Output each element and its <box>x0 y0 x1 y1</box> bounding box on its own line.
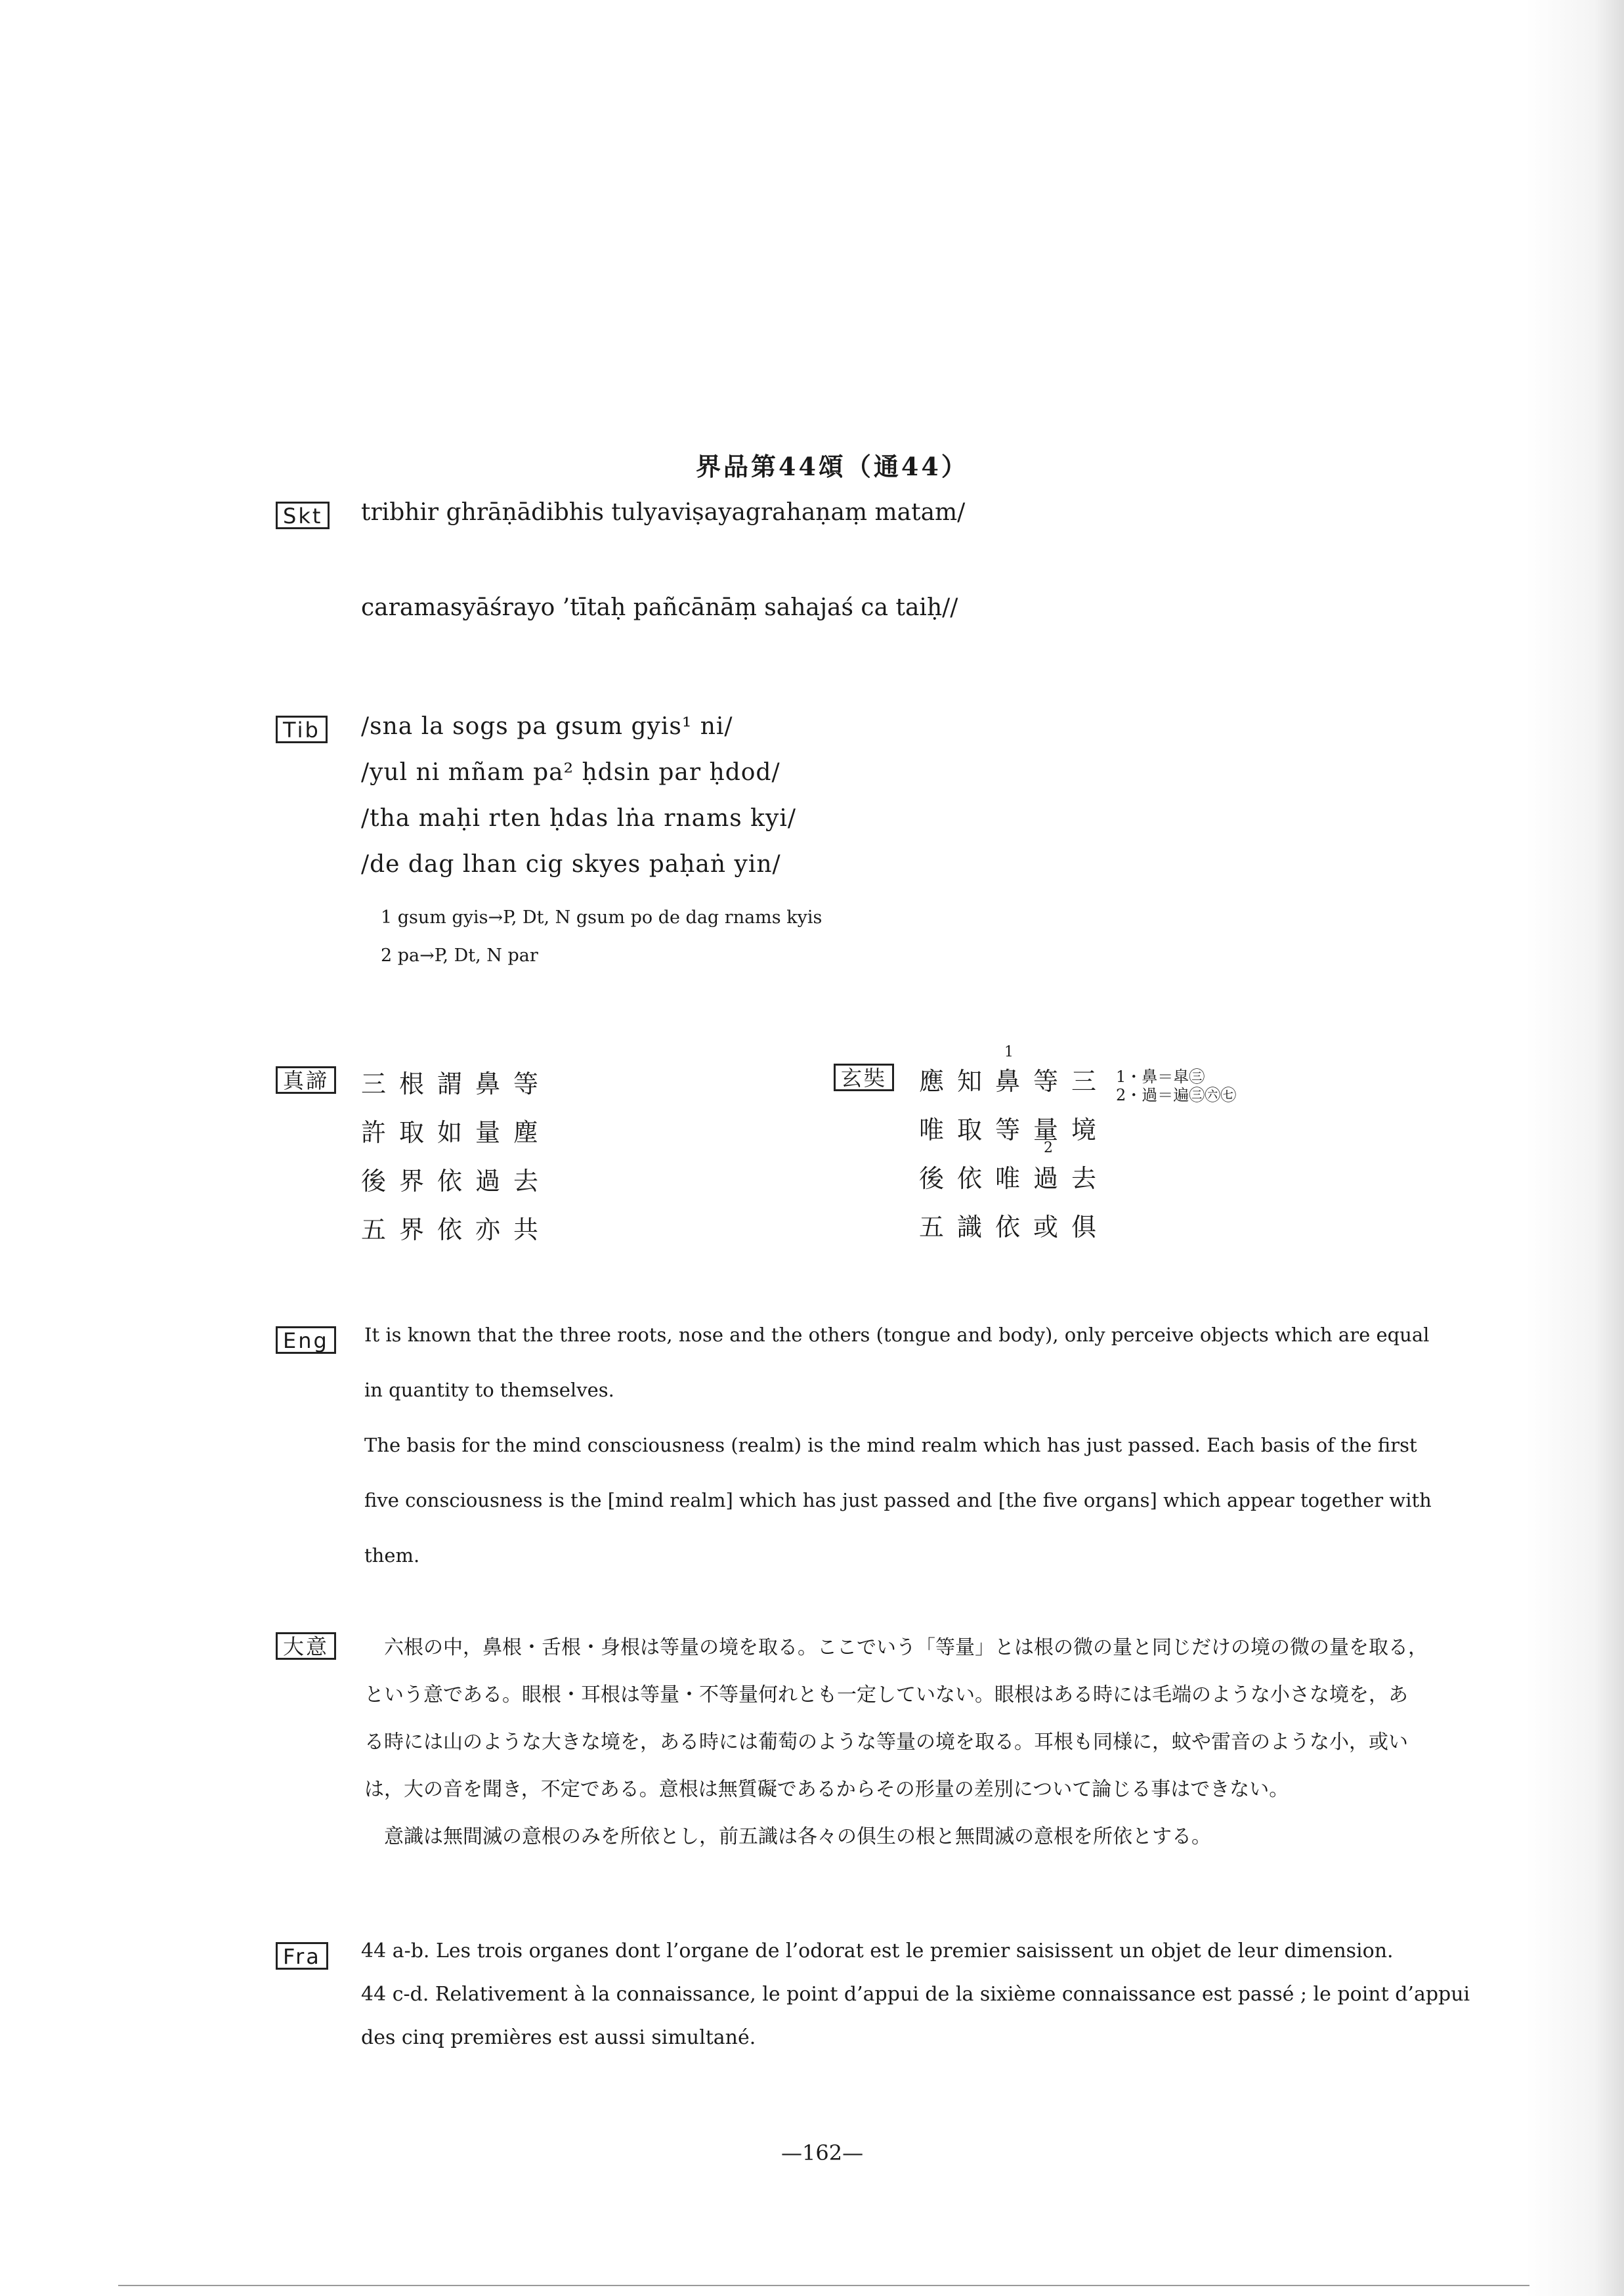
zhendi-line-4: 五界依亦共 <box>361 1215 552 1244</box>
tag-english: Eng <box>276 1326 336 1354</box>
summary-line-1: 六根の中，鼻根・舌根・身根は等量の境を取る。ここでいう「等量」とは根の微の量と同じだけの境の微の量を取る， <box>384 1636 1428 1659</box>
english-line-3: The basis for the mind consciousness (realm) is the mind realm which has just passed. Each basis of the first <box>364 1434 1417 1456</box>
summary-line-5: 意識は無間滅の意根のみを所依とし，前五識は各々の俱生の根と無間滅の意根を所依とする。 <box>384 1825 1211 1848</box>
zhendi-line-2: 許取如量塵 <box>361 1118 552 1147</box>
xuanzang-line-1: 應知鼻等三 <box>919 1067 1110 1096</box>
english-line-2: in quantity to themselves. <box>364 1379 614 1401</box>
zhendi-line-3: 後界依過去 <box>361 1167 552 1196</box>
tag-sanskrit: Skt <box>276 502 330 529</box>
xuanzang-line-3: 後依唯過去 <box>919 1164 1110 1193</box>
french-line-3: des cinq premières est aussi simultané. <box>361 2026 756 2049</box>
scan-edge-shadow <box>1526 0 1624 2296</box>
english-line-4: five consciousness is the [mind realm] which has just passed and [the five organs] which appear together with <box>364 1489 1432 1511</box>
xuanzang-mark-2: 2 <box>1044 1140 1053 1156</box>
tibetan-line-3: /tha maḥi rten ḥdas lṅa rnams kyi/ <box>361 805 796 832</box>
section-title: 界品第44頌（通44） <box>696 452 969 481</box>
page-number: —162— <box>781 2140 864 2165</box>
tibetan-note-1: 1 gsum gyis→P, Dt, N gsum po de dag rnams kyis <box>381 907 823 928</box>
tag-zhendi: 真諦 <box>276 1066 336 1094</box>
tibetan-line-4: /de dag lhan cig skyes paḥaṅ yin/ <box>361 851 781 878</box>
summary-line-2: という意である。眼根・耳根は等量・不等量何れとも一定していない。眼根はある時には毛端のような小さな境を，あ <box>364 1683 1408 1706</box>
tag-french: Fra <box>276 1942 328 1970</box>
variant-note-2: 2・過＝遍㊂㊅㊆ <box>1116 1086 1237 1104</box>
french-line-1: 44 a-b. Les trois organes dont l’organe de l’odorat est le premier saisissent un objet de leur dimension. <box>361 1939 1394 1962</box>
tag-summary: 大意 <box>276 1632 336 1660</box>
zhendi-line-1: 三根謂鼻等 <box>361 1070 552 1098</box>
tag-xuanzang: 玄奘 <box>834 1064 894 1091</box>
tag-tibetan: Tib <box>276 716 328 743</box>
english-line-1: It is known that the three roots, nose and the others (tongue and body), only perceive objects which are equal <box>364 1324 1430 1346</box>
xuanzang-mark-1: 1 <box>1004 1044 1014 1060</box>
english-line-5: them. <box>364 1544 420 1567</box>
tibetan-line-1: /sna la sogs pa gsum gyis¹ ni/ <box>361 713 733 740</box>
xuanzang-line-2: 唯取等量境 <box>919 1116 1110 1144</box>
summary-line-3: る時には山のような大きな境を，ある時には葡萄のような等量の境を取る。耳根も同様に，蚊や雷音のような小，或い <box>364 1731 1408 1754</box>
sanskrit-line-2: caramasyāśrayo ’tītaḥ pañcānāṃ sahajaś ca taiḥ// <box>361 594 958 621</box>
xuanzang-line-4: 五識依或俱 <box>919 1213 1110 1242</box>
sanskrit-line-1: tribhir ghrāṇādibhis tulyaviṣayagrahaṇaṃ matam/ <box>361 499 966 526</box>
french-line-2: 44 c-d. Relativement à la connaissance, le point d’appui de la sixième connaissance est passé ; le point d’appui <box>361 1983 1470 2006</box>
tibetan-line-2: /yul ni mñam pa² ḥdsin par ḥdod/ <box>361 759 780 786</box>
summary-line-4: は，大の音を聞き，不定である。意根は無質礙であるからその形量の差別について論じる事はできない。 <box>364 1778 1289 1801</box>
scan-bottom-line <box>118 2285 1529 2286</box>
variant-note-1: 1・鼻＝皐㊂ <box>1116 1068 1205 1086</box>
tibetan-note-2: 2 pa→P, Dt, N par <box>381 945 538 966</box>
